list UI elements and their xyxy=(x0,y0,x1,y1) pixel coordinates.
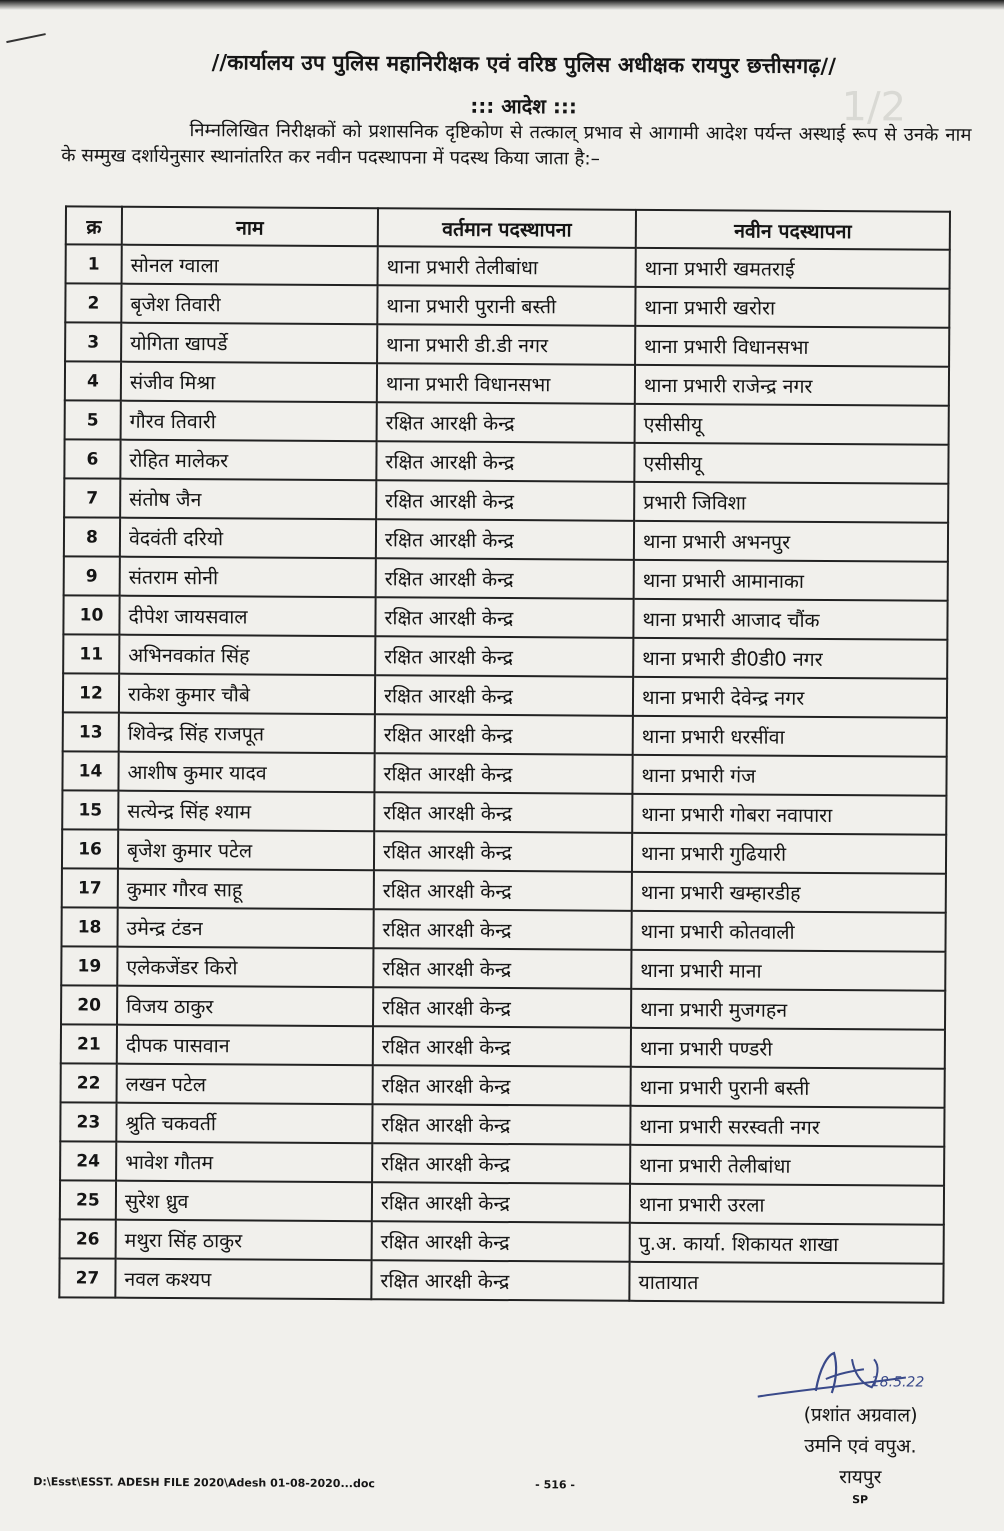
table-row xyxy=(64,517,948,561)
cell-current-posting: थाना प्रभारी तेलीबांधा xyxy=(378,246,636,287)
cell-new-posting: थाना प्रभारी गंज xyxy=(632,755,946,796)
cell-current-posting: रक्षित आरक्षी केन्द्र xyxy=(373,1026,631,1067)
cell-serial: 12 xyxy=(63,673,119,712)
table-row xyxy=(62,790,946,834)
cell-serial: 14 xyxy=(62,751,118,790)
cell-name: अभिनवकांत सिंह xyxy=(119,635,375,676)
cell-current-posting: रक्षित आरक्षी केन्द्र xyxy=(372,1221,630,1262)
cell-current-posting: रक्षित आरक्षी केन्द्र xyxy=(376,558,634,599)
cell-name: नवल कश्यप xyxy=(115,1259,371,1300)
cell-serial: 18 xyxy=(61,907,117,946)
cell-new-posting: एसीसीयू xyxy=(634,443,948,484)
pen-mark xyxy=(6,33,46,43)
cell-name: दीपेश जायसवाल xyxy=(119,596,375,637)
header-serial: क्र xyxy=(66,206,122,244)
cell-serial: 25 xyxy=(60,1180,116,1219)
cell-current-posting: रक्षित आरक्षी केन्द्र xyxy=(375,675,633,716)
cell-current-posting: रक्षित आरक्षी केन्द्र xyxy=(374,870,632,911)
cell-new-posting: थाना प्रभारी गुढियारी xyxy=(632,833,946,874)
cell-current-posting: रक्षित आरक्षी केन्द्र xyxy=(373,1065,631,1106)
header-name: नाम xyxy=(122,207,378,247)
cell-name: भावेश गौतम xyxy=(116,1142,372,1183)
cell-new-posting: एसीसीयू xyxy=(635,404,949,445)
cell-name: दीपक पासवान xyxy=(117,1025,373,1066)
table-row xyxy=(64,556,948,600)
cell-new-posting: थाना प्रभारी विधानसभा xyxy=(635,326,949,367)
cell-name: मथुरा सिंह ठाकुर xyxy=(116,1220,372,1261)
cell-serial: 22 xyxy=(61,1063,117,1102)
cell-new-posting: थाना प्रभारी पण्डरी xyxy=(631,1028,945,1069)
cell-new-posting: थाना प्रभारी राजेन्द्र नगर xyxy=(635,365,949,406)
cell-serial: 4 xyxy=(65,361,121,400)
cell-name: कुमार गौरव साहू xyxy=(118,869,374,910)
order-title: ::: आदेश ::: xyxy=(470,93,577,119)
signature-block xyxy=(765,1400,956,1508)
table-row xyxy=(61,1063,945,1107)
cell-current-posting: रक्षित आरक्षी केन्द्र xyxy=(376,519,634,560)
cell-new-posting: पु.अ. कार्या. शिकायत शाखा xyxy=(630,1223,944,1264)
cell-current-posting: रक्षित आरक्षी केन्द्र xyxy=(374,831,632,872)
cell-serial: 11 xyxy=(63,634,119,673)
cell-name: उमेन्द्र टंडन xyxy=(117,908,373,949)
cell-name: रोहित मालेकर xyxy=(120,440,376,481)
cell-name: लखन पटेल xyxy=(117,1064,373,1105)
office-header: //कार्यालय उप पुलिस महानिरीक्षक एवं वरिष्ठ पुलिस अधीक्षक रायपुर छत्तीसगढ़// xyxy=(211,50,837,79)
cell-current-posting: थाना प्रभारी डी.डी नगर xyxy=(377,324,635,365)
cell-current-posting: रक्षित आरक्षी केन्द्र xyxy=(372,1143,630,1184)
cell-serial: 27 xyxy=(59,1258,115,1297)
cell-new-posting: थाना प्रभारी अभनपुर xyxy=(634,521,948,562)
cell-new-posting: थाना प्रभारी खम्हारडीह xyxy=(632,872,946,913)
cell-current-posting: रक्षित आरक्षी केन्द्र xyxy=(375,636,633,677)
cell-new-posting: थाना प्रभारी सरस्वती नगर xyxy=(630,1106,944,1147)
signatory-name: (प्रशांत अग्रवाल) xyxy=(803,1403,918,1427)
cell-current-posting: रक्षित आरक्षी केन्द्र xyxy=(373,987,631,1028)
order-intro-paragraph: निम्नलिखित निरीक्षकों को प्रशासनिक दृष्टिकोण से तत्काल् प्रभाव से आगामी आदेश पर्यन्त अस्थाई रूप से उनके नाम के सम्मुख दर्शायेनुसार स्थानांतरित कर नवीन पदस्थापना में पदस्थ किया जाता है:– xyxy=(61,120,972,170)
header-current-posting: वर्तमान पदस्थापना xyxy=(378,208,636,248)
cell-current-posting: रक्षित आरक्षी केन्द्र xyxy=(372,1104,630,1145)
cell-new-posting: थाना प्रभारी माना xyxy=(631,950,945,991)
table-row xyxy=(63,595,947,639)
cell-name: योगिता खापर्डे xyxy=(121,323,377,364)
table-header-row xyxy=(66,206,950,249)
cell-serial: 13 xyxy=(63,712,119,751)
cell-name: आशीष कुमार यादव xyxy=(118,752,374,793)
cell-name: श्रुति चकवर्ती xyxy=(116,1103,372,1144)
cell-name: सुरेश ध्रुव xyxy=(116,1181,372,1222)
cell-current-posting: रक्षित आरक्षी केन्द्र xyxy=(373,909,631,950)
cell-new-posting: थाना प्रभारी उरला xyxy=(630,1184,944,1225)
cell-current-posting: थाना प्रभारी विधानसभा xyxy=(377,363,635,404)
table-row xyxy=(60,1141,944,1185)
table-row xyxy=(65,400,949,444)
cell-name: बृजेश कुमार पटेल xyxy=(118,830,374,871)
cell-name: बृजेश तिवारी xyxy=(121,284,377,325)
header-new-posting: नवीन पदस्थापना xyxy=(636,210,950,250)
cell-serial: 6 xyxy=(64,439,120,478)
cell-name: संजीव मिश्रा xyxy=(121,362,377,403)
cell-new-posting: थाना प्रभारी धरसींवा xyxy=(633,716,947,757)
table-row xyxy=(60,1102,944,1146)
cell-name: संतोष जैन xyxy=(120,479,376,520)
cell-new-posting: थाना प्रभारी देवेन्द्र नगर xyxy=(633,677,947,718)
table-row xyxy=(60,1219,944,1263)
cell-serial: 19 xyxy=(61,946,117,985)
table-row xyxy=(62,829,946,873)
cell-new-posting: यातायात xyxy=(629,1262,943,1303)
table-row xyxy=(65,283,949,327)
cell-new-posting: थाना प्रभारी डी0डी0 नगर xyxy=(633,638,947,679)
cell-new-posting: प्रभारी जिविशा xyxy=(634,482,948,523)
cell-name: संतराम सोनी xyxy=(120,557,376,598)
cell-serial: 20 xyxy=(61,985,117,1024)
cell-current-posting: रक्षित आरक्षी केन्द्र xyxy=(377,402,635,443)
cell-current-posting: रक्षित आरक्षी केन्द्र xyxy=(374,753,632,794)
cell-serial: 16 xyxy=(62,829,118,868)
transfer-table xyxy=(58,205,951,1303)
table-row xyxy=(61,907,945,951)
signatory-designation: उमनि एवं वपुअ. xyxy=(804,1434,917,1458)
cell-name: राकेश कुमार चौबे xyxy=(119,674,375,715)
cell-current-posting: थाना प्रभारी पुरानी बस्ती xyxy=(377,285,635,326)
table-row xyxy=(64,478,948,522)
cell-name: सोनल ग्वाला xyxy=(122,245,378,286)
cell-new-posting: थाना प्रभारी आजाद चौंक xyxy=(633,599,947,640)
cell-new-posting: थाना प्रभारी तेलीबांधा xyxy=(630,1145,944,1186)
cell-current-posting: रक्षित आरक्षी केन्द्र xyxy=(375,714,633,755)
table-row xyxy=(60,1180,944,1224)
cell-name: सत्येन्द्र सिंह श्याम xyxy=(118,791,374,832)
table-body xyxy=(59,244,949,1302)
table-row xyxy=(63,712,947,756)
table-row xyxy=(61,985,945,1029)
table-row xyxy=(64,439,948,483)
table-row xyxy=(59,1258,943,1302)
cell-serial: 23 xyxy=(60,1102,116,1141)
table-row xyxy=(65,361,949,405)
footer-file-path: D:\Esst\ESST. ADESH FILE 2020\Adesh 01-08-2020...doc xyxy=(33,1475,376,1491)
cell-new-posting: थाना प्रभारी कोतवाली xyxy=(631,911,945,952)
cell-serial: 17 xyxy=(62,868,118,907)
cell-current-posting: रक्षित आरक्षी केन्द्र xyxy=(371,1260,629,1301)
cell-serial: 21 xyxy=(61,1024,117,1063)
page-number-watermark: 1/2 xyxy=(841,84,907,131)
cell-new-posting: थाना प्रभारी मुजगहन xyxy=(631,989,945,1030)
cell-current-posting: रक्षित आरक्षी केन्द्र xyxy=(373,948,631,989)
cell-current-posting: रक्षित आरक्षी केन्द्र xyxy=(376,480,634,521)
cell-new-posting: थाना प्रभारी खरोरा xyxy=(635,287,949,328)
cell-serial: 2 xyxy=(65,283,121,322)
cell-name: एलेकजेंडर किरो xyxy=(117,947,373,988)
table-row xyxy=(66,244,950,288)
cell-serial: 15 xyxy=(62,790,118,829)
table-row xyxy=(63,634,947,678)
cell-serial: 1 xyxy=(66,244,122,283)
table-row xyxy=(62,751,946,795)
table-row xyxy=(63,673,947,717)
table-row xyxy=(61,1024,945,1068)
cell-current-posting: रक्षित आरक्षी केन्द्र xyxy=(376,441,634,482)
cell-new-posting: थाना प्रभारी पुरानी बस्ती xyxy=(631,1067,945,1108)
table-row xyxy=(65,322,949,366)
cell-serial: 26 xyxy=(60,1219,116,1258)
footer-page-marker: - 516 - xyxy=(535,1478,576,1492)
cell-serial: 3 xyxy=(65,322,121,361)
cell-new-posting: थाना प्रभारी आमानाका xyxy=(634,560,948,601)
signature-date: 18.5.22 xyxy=(870,1374,925,1391)
cell-name: विजय ठाकुर xyxy=(117,986,373,1027)
cell-serial: 10 xyxy=(63,595,119,634)
signatory-place: रायपुर xyxy=(839,1466,882,1489)
cell-serial: 9 xyxy=(64,556,120,595)
table-row xyxy=(62,868,946,912)
cell-serial: 7 xyxy=(64,478,120,517)
cell-name: शिवेन्द्र सिंह राजपूत xyxy=(119,713,375,754)
cell-current-posting: रक्षित आरक्षी केन्द्र xyxy=(374,792,632,833)
cell-new-posting: थाना प्रभारी खमतराई xyxy=(636,248,950,289)
cell-serial: 5 xyxy=(65,400,121,439)
table-row xyxy=(61,946,945,990)
cell-serial: 8 xyxy=(64,517,120,556)
cell-current-posting: रक्षित आरक्षी केन्द्र xyxy=(372,1182,630,1223)
cell-serial: 24 xyxy=(60,1141,116,1180)
cell-new-posting: थाना प्रभारी गोबरा नवापारा xyxy=(632,794,946,835)
cell-current-posting: रक्षित आरक्षी केन्द्र xyxy=(375,597,633,638)
cell-name: गौरव तिवारी xyxy=(121,401,377,442)
signatory-sp-label: SP xyxy=(852,1493,869,1507)
cell-name: वेदवंती दरियो xyxy=(120,518,376,559)
